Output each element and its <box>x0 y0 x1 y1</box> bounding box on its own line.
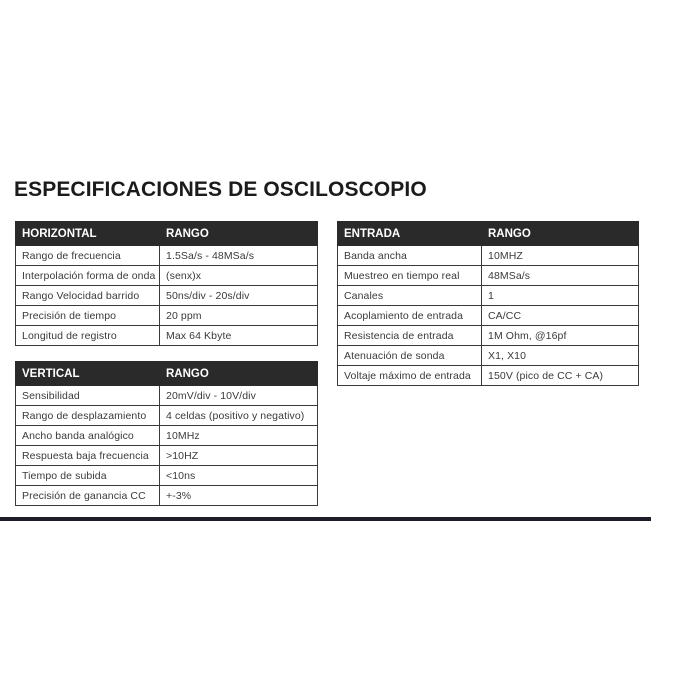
table-row <box>338 346 639 366</box>
spec-label: Respuesta baja frecuencia <box>16 446 160 466</box>
spec-value: >10HZ <box>160 446 318 466</box>
spec-value: 10MHz <box>160 426 318 446</box>
column-header: RANGO <box>160 222 318 246</box>
spec-value: 1.5Sa/s - 48MSa/s <box>160 246 318 266</box>
spec-label: Sensibilidad <box>16 386 160 406</box>
spec-value: 4 celdas (positivo y negativo) <box>160 406 318 426</box>
table-header-row <box>338 222 639 246</box>
table-header-row <box>16 222 318 246</box>
table-row <box>338 366 639 386</box>
spec-label: Resistencia de entrada <box>338 326 482 346</box>
spec-value: 50ns/div - 20s/div <box>160 286 318 306</box>
spec-value: (senx)x <box>160 266 318 286</box>
table-row <box>16 326 318 346</box>
spec-value: <10ns <box>160 466 318 486</box>
table-row <box>16 446 318 466</box>
spec-value: Max 64 Kbyte <box>160 326 318 346</box>
spec-value: 150V (pico de CC + CA) <box>482 366 639 386</box>
table-row <box>16 266 318 286</box>
spec-label: Ancho banda analógico <box>16 426 160 446</box>
table-row <box>338 286 639 306</box>
table-row <box>16 246 318 266</box>
spec-label: Atenuación de sonda <box>338 346 482 366</box>
table-row <box>16 306 318 326</box>
table-row <box>16 406 318 426</box>
column-header: RANGO <box>160 362 318 386</box>
spec-value: X1, X10 <box>482 346 639 366</box>
table-row <box>338 306 639 326</box>
spec-label: Interpolación forma de onda <box>16 266 160 286</box>
table-row <box>16 286 318 306</box>
spec-value: 10MHZ <box>482 246 639 266</box>
table-row <box>338 246 639 266</box>
entrada-spec-table <box>337 221 639 386</box>
page-title: ESPECIFICACIONES DE OSCILOSCOPIO <box>14 178 427 201</box>
spec-label: Canales <box>338 286 482 306</box>
spec-label: Acoplamiento de entrada <box>338 306 482 326</box>
table-header-row <box>16 362 318 386</box>
table-row <box>16 426 318 446</box>
spec-value: CA/CC <box>482 306 639 326</box>
column-header: ENTRADA <box>338 222 482 246</box>
spec-value: 1 <box>482 286 639 306</box>
spec-label: Precisión de tiempo <box>16 306 160 326</box>
spec-label: Precisión de ganancia CC <box>16 486 160 506</box>
vertical-spec-table <box>15 361 318 506</box>
spec-label: Rango de frecuencia <box>16 246 160 266</box>
spec-label: Banda ancha <box>338 246 482 266</box>
spec-label: Rango de desplazamiento <box>16 406 160 426</box>
spec-label: Muestreo en tiempo real <box>338 266 482 286</box>
table-row <box>16 386 318 406</box>
section-divider <box>0 517 651 521</box>
spec-label: Tiempo de subida <box>16 466 160 486</box>
table-row <box>16 466 318 486</box>
table-row <box>338 326 639 346</box>
column-header: VERTICAL <box>16 362 160 386</box>
spec-value: 20mV/div - 10V/div <box>160 386 318 406</box>
table-row <box>16 486 318 506</box>
column-header: HORIZONTAL <box>16 222 160 246</box>
spec-value: 20 ppm <box>160 306 318 326</box>
horizontal-spec-table <box>15 221 318 346</box>
spec-value: 1M Ohm, @16pf <box>482 326 639 346</box>
table-row <box>338 266 639 286</box>
spec-label: Rango Velocidad barrido <box>16 286 160 306</box>
spec-value: +-3% <box>160 486 318 506</box>
column-header: RANGO <box>482 222 639 246</box>
spec-label: Longitud de registro <box>16 326 160 346</box>
spec-label: Voltaje máximo de entrada <box>338 366 482 386</box>
spec-value: 48MSa/s <box>482 266 639 286</box>
